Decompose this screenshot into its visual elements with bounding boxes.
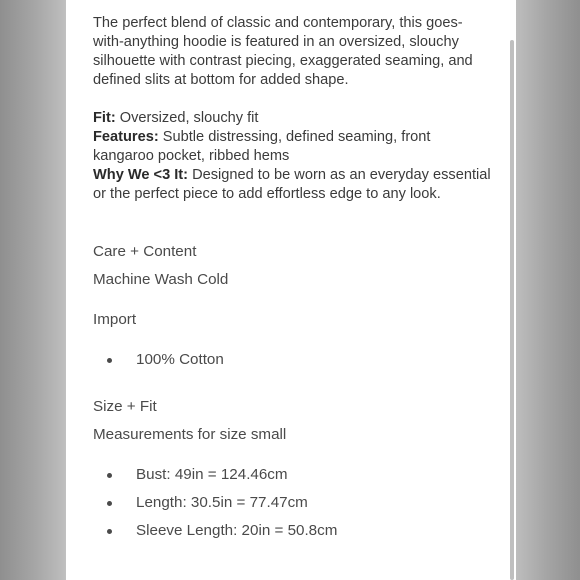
why-value: Designed to be worn as an everyday essential or the perfect piece to add effortless edge to any look. [93,167,491,202]
section-spacer [93,204,493,242]
list-item [93,493,493,512]
features-line [93,128,493,166]
materials-list [93,350,493,369]
measurements-subheading: Measurements for size small [93,426,287,443]
list-item [93,465,493,484]
measurement-text: Length: 30.5in = 77.47cm [136,494,308,511]
features-label: Features: [93,129,159,145]
fit-value: Oversized, slouchy fit [115,110,259,126]
care-content-heading: Care + Content [93,243,197,260]
bullet-icon [107,358,112,363]
measurements-list [93,465,493,540]
features-value: Subtle distressing, defined seaming, front kangaroo pocket, ribbed hems [93,129,431,164]
bullet-icon [107,473,112,478]
fit-line [93,109,493,128]
fit-label: Fit: [93,110,116,126]
measurement-text: Bust: 49in = 124.46cm [136,466,288,483]
why-we-love-it-line [93,166,493,204]
material-text: 100% Cotton [136,351,224,368]
vertical-scrollbar[interactable] [510,40,514,580]
list-item [93,521,493,540]
bullet-icon [107,529,112,534]
wash-instructions: Machine Wash Cold [93,271,229,288]
product-details-content [93,14,493,540]
list-item [93,350,493,369]
why-label: Why We <3 It: [93,167,189,183]
product-details-panel [66,0,516,580]
measurement-text: Sleeve Length: 20in = 50.8cm [136,522,338,539]
origin: Import [93,311,137,328]
product-description: The perfect blend of classic and contemporary, this goes-with-anything hoodie is featured in an oversized, slouchy silhouette with contrast piecing, exaggerated seaming, and defined slits at bottom for added shape. [93,15,473,88]
size-fit-heading: Size + Fit [93,398,157,415]
bullet-icon [107,501,112,506]
